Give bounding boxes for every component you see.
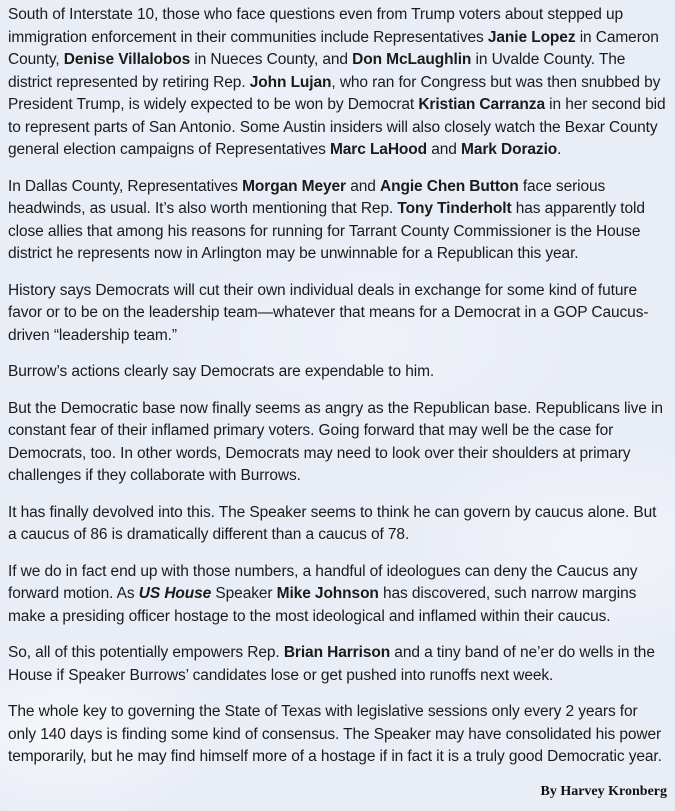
text-run: and <box>346 177 380 195</box>
paragraph <box>8 398 667 488</box>
paragraph <box>8 361 667 384</box>
emphasized-text: Brian Harrison <box>283 644 391 661</box>
emphasized-text: Tony Tinderholt <box>397 200 512 217</box>
emphasized-text: Marc LaHood <box>329 141 428 158</box>
paragraph <box>8 4 667 162</box>
text-run: South of Interstate 10, those who face questions even from Trump voters about stepped up immigration enforcement in their communities include Representatives <box>8 6 624 46</box>
byline: By Harvey Kronberg <box>540 783 667 799</box>
text-run: has discovered, such narrow margins make a presiding officer hostage to the most ideological and inflamed within their caucus. <box>8 585 637 625</box>
text-run: face serious headwinds, as usual. It’s also worth mentioning that Rep. <box>8 177 606 217</box>
text-run: and <box>427 141 462 158</box>
emphasized-text: Janie Lopez <box>487 28 576 46</box>
text-run: in Cameron County, <box>8 28 659 68</box>
paragraph <box>8 280 667 348</box>
text-run: in her second bid to represent parts of San Antonio. Some Austin insiders will also closely watch the Bexar County general election campaigns of Representatives <box>8 96 666 158</box>
paragraph <box>8 701 667 769</box>
emphasized-text: Kristian Carranza <box>418 96 545 113</box>
text-run: In Dallas County, Representatives <box>8 177 243 195</box>
emphasized-text: Denise Villalobos <box>63 51 191 68</box>
emphasized-text: Mike Johnson <box>276 585 379 602</box>
text-run: in Nueces County, and <box>190 51 353 68</box>
emphasized-text: Angie Chen Button <box>379 177 519 195</box>
text-run: So, all of this potentially empowers Rep. <box>8 644 284 661</box>
text-run: , who ran for Congress but was then snubbed by President Trump, is widely expected to be won by Democrat <box>8 73 661 113</box>
text-run: in Uvalde County. The district represented by retiring Rep. <box>8 51 626 91</box>
text-run: The whole key to governing the State of Texas with legislative sessions only every 2 years for only 140 days is finding some kind of consensus. The Speaker may have consolidated his power temporarily, but he may find himself more of a hostage if in fact it is a truly good Democratic year. <box>8 703 662 765</box>
paragraph <box>8 561 667 629</box>
paragraph <box>8 642 667 687</box>
text-run: It has finally devolved into this. The Speaker seems to think he can govern by caucus alone. But a caucus of 86 is dramatically different than a caucus of 78. <box>8 503 657 543</box>
paragraph <box>8 502 667 547</box>
text-run: But the Democratic base now finally seems as angry as the Republican base. Republicans live in constant fear of their inflamed primary voters. Going forward that may well be the case for Democrats, too. In other words, Democrats may need to look over their shoulders at primary challenges if they collaborate with Burrows. <box>8 399 663 484</box>
emphasized-text: Mark Dorazio <box>461 141 558 158</box>
text-run: and a tiny band of ne’er do wells in the House if Speaker Burrows’ candidates lose or get pushed into runoffs next week. <box>8 644 655 684</box>
text-run: . <box>557 141 562 158</box>
emphasized-text: US House <box>138 585 212 602</box>
emphasized-text: John Lujan <box>249 73 332 91</box>
emphasized-text: Don McLaughlin <box>352 51 472 68</box>
paragraph <box>8 176 667 266</box>
text-run: History says Democrats will cut their own individual deals in exchange for some kind of future favor or to be on the leadership team—whatever that means for a Democrat in a GOP Caucus-driven “leadership team.” <box>8 281 649 344</box>
emphasized-text: Morgan Meyer <box>242 177 346 195</box>
text-run: has apparently told close allies that among his reasons for running for Tarrant County Commissioner is the House district he represents now in Arlington may be unwinnable for a Republican this year. <box>8 200 645 262</box>
article-paragraphs <box>8 4 667 769</box>
text-run: If we do in fact end up with those numbers, a handful of ideologues can deny the Caucus any forward motion. As <box>8 562 638 602</box>
text-run: Burrow’s actions clearly say Democrats are expendable to him. <box>8 363 435 380</box>
text-run: Speaker <box>211 585 277 602</box>
